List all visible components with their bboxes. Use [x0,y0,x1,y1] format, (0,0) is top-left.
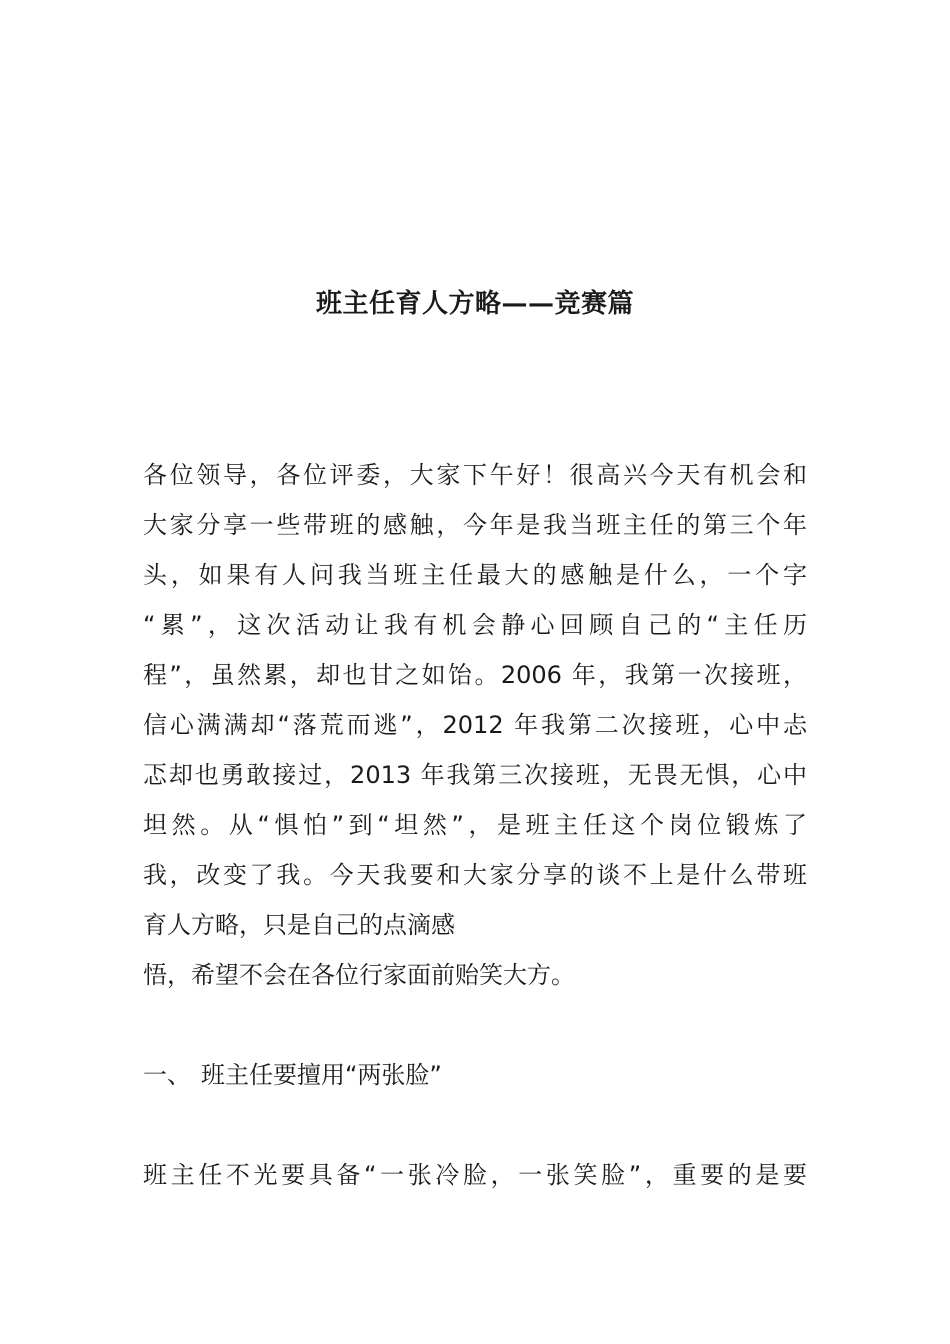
paragraph-line: 程”，虽然累，却也甘之如饴。2006 年，我第一次接班， [143,661,807,689]
section-heading-text: 班主任要擅用“两张脸” [201,1061,442,1089]
paragraph-line: 忑却也勇敢接过，2013 年我第三次接班，无畏无惧，心中 [143,761,807,789]
paragraph-line: 我，改变了我。今天我要和大家分享的谈不上是什么带班 [143,861,807,889]
paragraph-line: 各位领导，各位评委，大家下午好！很高兴今天有机会和 [143,461,807,489]
section-number: 一、 [143,1061,191,1089]
document-title: 班主任育人方略——竞赛篇 [315,289,634,319]
paragraph-line: 班主任不光要具备“一张冷脸，一张笑脸”，重要的是要 [143,1161,807,1189]
paragraph-line: 育人方略，只是自己的点滴感 [143,911,455,939]
paragraph-line: 头，如果有人问我当班主任最大的感触是什么，一个字 [143,561,807,589]
paragraph-line: 悟，希望不会在各位行家面前贻笑大方。 [143,961,575,989]
paragraph-line: 坦然。从“惧怕”到“坦然”，是班主任这个岗位锻炼了 [143,811,807,839]
paragraph-line: “累”，这次活动让我有机会静心回顾自己的“主任历 [143,611,807,639]
section-heading [143,1057,442,1093]
paragraph-line: 大家分享一些带班的感触，今年是我当班主任的第三个年 [143,511,807,539]
paragraph-line: 信心满满却“落荒而逃”，2012 年我第二次接班，心中忐 [143,711,807,739]
